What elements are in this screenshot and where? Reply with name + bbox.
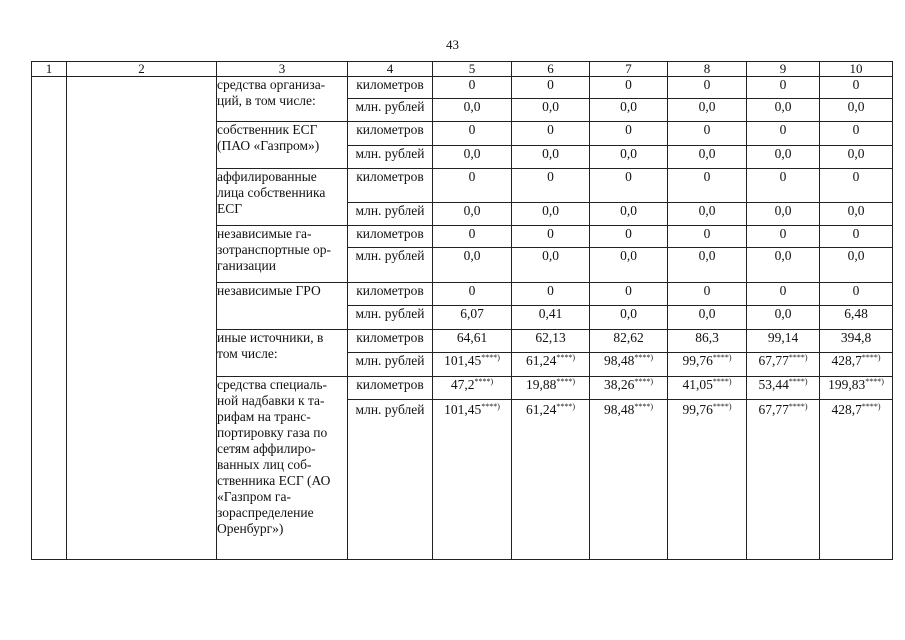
value-cell bbox=[747, 306, 820, 330]
value-cell bbox=[747, 226, 820, 248]
column-header: 10 bbox=[820, 62, 893, 77]
value-text: 428,7 bbox=[831, 402, 862, 417]
column-header: 7 bbox=[590, 62, 668, 77]
value-text: 0 bbox=[852, 283, 860, 298]
value-text: 61,24 bbox=[525, 353, 557, 368]
category-cell: иные источники, в том числе: bbox=[217, 330, 348, 377]
value-cell bbox=[512, 248, 590, 283]
value-text: 0,0 bbox=[463, 248, 481, 263]
data-table bbox=[31, 61, 893, 560]
value-cell bbox=[512, 306, 590, 330]
value-text: 0,0 bbox=[620, 99, 637, 114]
unit-cell: млн. рублей bbox=[348, 146, 433, 169]
value-cell bbox=[590, 226, 668, 248]
value-text: 62,13 bbox=[535, 330, 566, 345]
value-cell bbox=[820, 203, 893, 226]
footnote-mark: ****) bbox=[556, 377, 576, 386]
footnote-mark: ****) bbox=[861, 353, 881, 362]
value-text: 199,83 bbox=[828, 377, 866, 392]
value-text: 0 bbox=[779, 226, 787, 241]
value-text: 394,8 bbox=[840, 330, 872, 345]
value-cell bbox=[668, 122, 747, 146]
value-text: 0 bbox=[547, 169, 554, 184]
value-text: 0 bbox=[625, 283, 632, 298]
value-text: 0 bbox=[468, 226, 476, 241]
footnote-mark: ****) bbox=[556, 402, 576, 411]
value-cell bbox=[820, 283, 893, 306]
value-cell bbox=[433, 203, 512, 226]
value-cell bbox=[512, 122, 590, 146]
value-cell bbox=[668, 353, 747, 377]
category-cell: средства специаль-ной надбавки к та-рифам на транс-портировку газа по сетям аффилиро-ванных лиц соб-ственника ЕСГ (АО «Газпром га-зораспределение Оренбург») bbox=[217, 377, 348, 560]
footnote-mark: ****) bbox=[481, 353, 500, 362]
category-cell: собственник ЕСГ (ПАО «Газпром») bbox=[217, 122, 348, 169]
value-text: 0,0 bbox=[847, 146, 865, 161]
footnote-mark: ****) bbox=[474, 377, 494, 386]
value-cell bbox=[820, 122, 893, 146]
value-cell bbox=[668, 203, 747, 226]
unit-cell: километров bbox=[348, 169, 433, 203]
value-cell bbox=[668, 146, 747, 169]
value-cell bbox=[512, 146, 590, 169]
footnote-mark: ****) bbox=[861, 402, 881, 411]
value-text: 0 bbox=[625, 77, 632, 92]
value-cell bbox=[512, 330, 590, 353]
value-cell bbox=[512, 283, 590, 306]
value-text: 0,0 bbox=[774, 248, 792, 263]
value-cell bbox=[590, 122, 668, 146]
value-text: 0 bbox=[703, 122, 711, 137]
value-text: 0 bbox=[547, 122, 554, 137]
value-text: 0,0 bbox=[698, 203, 716, 218]
footnote-mark: ****) bbox=[634, 377, 654, 386]
value-text: 6,48 bbox=[844, 306, 868, 321]
value-text: 0,0 bbox=[774, 203, 792, 218]
value-text: 0 bbox=[703, 283, 711, 298]
value-cell bbox=[747, 77, 820, 99]
value-text: 0 bbox=[779, 169, 787, 184]
unit-cell: километров bbox=[348, 283, 433, 306]
value-cell bbox=[668, 226, 747, 248]
value-cell bbox=[433, 400, 512, 560]
value-cell bbox=[512, 203, 590, 226]
value-text: 0,0 bbox=[542, 146, 559, 161]
value-text: 0,0 bbox=[698, 306, 716, 321]
value-cell bbox=[590, 146, 668, 169]
value-text: 0,0 bbox=[542, 99, 559, 114]
value-cell bbox=[512, 77, 590, 99]
value-text: 428,7 bbox=[831, 353, 862, 368]
value-text: 0,0 bbox=[620, 306, 637, 321]
value-text: 0,0 bbox=[847, 248, 865, 263]
footnote-mark: ****) bbox=[634, 402, 654, 411]
value-cell bbox=[590, 283, 668, 306]
value-cell bbox=[668, 400, 747, 560]
value-text: 0 bbox=[625, 122, 632, 137]
value-cell bbox=[433, 353, 512, 377]
value-cell bbox=[668, 169, 747, 203]
value-text: 0,0 bbox=[847, 203, 865, 218]
value-text: 0 bbox=[703, 169, 711, 184]
value-text: 86,3 bbox=[695, 330, 719, 345]
value-cell bbox=[820, 306, 893, 330]
value-text: 38,26 bbox=[603, 377, 635, 392]
value-text: 64,61 bbox=[456, 330, 488, 345]
value-text: 41,05 bbox=[682, 377, 713, 392]
value-text: 0 bbox=[779, 77, 787, 92]
value-text: 0,0 bbox=[542, 248, 559, 263]
value-cell bbox=[590, 99, 668, 122]
value-text: 0,0 bbox=[847, 99, 865, 114]
value-text: 101,45 bbox=[444, 402, 482, 417]
value-cell bbox=[820, 226, 893, 248]
value-text: 19,88 bbox=[525, 377, 557, 392]
unit-cell: километров bbox=[348, 122, 433, 146]
value-cell bbox=[590, 77, 668, 99]
value-text: 0 bbox=[852, 77, 860, 92]
value-cell bbox=[512, 226, 590, 248]
value-text: 0 bbox=[779, 122, 787, 137]
value-text: 0,0 bbox=[698, 248, 716, 263]
value-cell bbox=[433, 306, 512, 330]
unit-cell: километров bbox=[348, 226, 433, 248]
value-cell bbox=[590, 377, 668, 400]
value-text: 6,07 bbox=[460, 306, 484, 321]
value-text: 99,76 bbox=[682, 353, 713, 368]
value-cell bbox=[820, 330, 893, 353]
value-text: 0 bbox=[547, 226, 554, 241]
column-header: 5 bbox=[433, 62, 512, 77]
value-text: 0 bbox=[468, 122, 476, 137]
col-2-cell bbox=[67, 77, 217, 560]
value-cell bbox=[747, 377, 820, 400]
value-cell bbox=[512, 400, 590, 560]
column-header: 8 bbox=[668, 62, 747, 77]
column-header: 9 bbox=[747, 62, 820, 77]
value-text: 47,2 bbox=[450, 377, 475, 392]
value-text: 0,0 bbox=[774, 99, 792, 114]
value-text: 0 bbox=[625, 226, 632, 241]
column-header: 2 bbox=[67, 62, 217, 77]
value-text: 0 bbox=[547, 283, 554, 298]
value-text: 67,77 bbox=[758, 402, 789, 417]
unit-cell: млн. рублей bbox=[348, 248, 433, 283]
value-cell bbox=[668, 77, 747, 99]
value-text: 0,0 bbox=[620, 248, 637, 263]
column-header-row bbox=[32, 62, 893, 77]
unit-cell: километров bbox=[348, 377, 433, 400]
footnote-mark: ****) bbox=[634, 353, 654, 362]
value-text: 0 bbox=[468, 283, 476, 298]
unit-cell: километров bbox=[348, 330, 433, 353]
value-cell bbox=[747, 169, 820, 203]
value-cell bbox=[433, 99, 512, 122]
value-cell bbox=[747, 283, 820, 306]
value-text: 0 bbox=[547, 77, 554, 92]
unit-cell: млн. рублей bbox=[348, 400, 433, 560]
footnote-mark: ****) bbox=[481, 402, 500, 411]
value-text: 0,0 bbox=[698, 146, 716, 161]
value-cell bbox=[747, 400, 820, 560]
column-header: 1 bbox=[32, 62, 67, 77]
category-cell: независимые га-зотранспортные ор-ганизации bbox=[217, 226, 348, 283]
category-cell: средства организа-ций, в том числе: bbox=[217, 77, 348, 122]
value-cell bbox=[433, 77, 512, 99]
value-cell bbox=[820, 99, 893, 122]
footnote-mark: ****) bbox=[712, 353, 732, 362]
value-text: 0,0 bbox=[620, 203, 637, 218]
value-text: 0 bbox=[852, 169, 860, 184]
value-cell bbox=[590, 169, 668, 203]
value-cell bbox=[433, 226, 512, 248]
value-text: 0,41 bbox=[538, 306, 563, 321]
value-text: 0,0 bbox=[698, 99, 716, 114]
value-text: 98,48 bbox=[603, 353, 635, 368]
category-cell: независимые ГРО bbox=[217, 283, 348, 330]
footnote-mark: ****) bbox=[712, 402, 732, 411]
value-cell bbox=[433, 330, 512, 353]
value-cell bbox=[433, 122, 512, 146]
value-text: 53,44 bbox=[758, 377, 789, 392]
footnote-mark: ****) bbox=[788, 377, 808, 386]
column-header: 6 bbox=[512, 62, 590, 77]
value-cell bbox=[668, 283, 747, 306]
unit-cell: млн. рублей bbox=[348, 99, 433, 122]
col-1-cell bbox=[32, 77, 67, 560]
unit-cell: млн. рублей bbox=[348, 353, 433, 377]
value-cell bbox=[820, 146, 893, 169]
value-cell bbox=[590, 330, 668, 353]
value-cell bbox=[747, 330, 820, 353]
value-text: 99,14 bbox=[767, 330, 799, 345]
value-text: 0 bbox=[625, 169, 632, 184]
unit-cell: млн. рублей bbox=[348, 203, 433, 226]
value-cell bbox=[433, 283, 512, 306]
footnote-mark: ****) bbox=[712, 377, 732, 386]
column-header: 4 bbox=[348, 62, 433, 77]
value-cell bbox=[668, 99, 747, 122]
value-text: 0,0 bbox=[774, 146, 792, 161]
value-text: 0 bbox=[468, 77, 476, 92]
value-text: 0,0 bbox=[620, 146, 637, 161]
value-cell bbox=[820, 353, 893, 377]
value-cell bbox=[512, 99, 590, 122]
value-text: 0,0 bbox=[463, 99, 481, 114]
value-text: 98,48 bbox=[603, 402, 635, 417]
value-cell bbox=[512, 377, 590, 400]
value-text: 99,76 bbox=[682, 402, 713, 417]
value-text: 0,0 bbox=[542, 203, 559, 218]
value-text: 0,0 bbox=[463, 146, 481, 161]
unit-cell: километров bbox=[348, 77, 433, 99]
value-text: 82,62 bbox=[613, 330, 644, 345]
value-cell bbox=[820, 169, 893, 203]
value-text: 0 bbox=[852, 122, 860, 137]
value-text: 67,77 bbox=[758, 353, 789, 368]
value-cell bbox=[747, 248, 820, 283]
value-text: 0 bbox=[703, 77, 711, 92]
value-cell bbox=[433, 377, 512, 400]
value-cell bbox=[747, 99, 820, 122]
value-text: 61,24 bbox=[525, 402, 557, 417]
value-cell bbox=[747, 122, 820, 146]
value-cell bbox=[433, 146, 512, 169]
value-cell bbox=[747, 203, 820, 226]
value-cell bbox=[668, 306, 747, 330]
footnote-mark: ****) bbox=[865, 377, 884, 386]
value-cell bbox=[433, 248, 512, 283]
value-cell bbox=[668, 248, 747, 283]
value-cell bbox=[590, 306, 668, 330]
value-cell bbox=[512, 353, 590, 377]
footnote-mark: ****) bbox=[788, 402, 808, 411]
value-text: 101,45 bbox=[444, 353, 482, 368]
value-text: 0 bbox=[703, 226, 711, 241]
value-text: 0 bbox=[468, 169, 476, 184]
value-text: 0 bbox=[779, 283, 787, 298]
value-cell bbox=[820, 377, 893, 400]
value-cell bbox=[590, 400, 668, 560]
value-cell bbox=[820, 248, 893, 283]
value-cell bbox=[512, 169, 590, 203]
value-cell bbox=[747, 353, 820, 377]
value-text: 0,0 bbox=[774, 306, 792, 321]
value-cell bbox=[590, 203, 668, 226]
value-cell bbox=[668, 330, 747, 353]
value-cell bbox=[820, 400, 893, 560]
value-cell bbox=[668, 377, 747, 400]
column-header: 3 bbox=[217, 62, 348, 77]
value-text: 0 bbox=[852, 226, 860, 241]
table-row bbox=[32, 77, 893, 99]
value-cell bbox=[747, 146, 820, 169]
value-text: 0,0 bbox=[463, 203, 481, 218]
value-cell bbox=[590, 248, 668, 283]
value-cell bbox=[433, 169, 512, 203]
value-cell bbox=[820, 77, 893, 99]
footnote-mark: ****) bbox=[556, 353, 576, 362]
unit-cell: млн. рублей bbox=[348, 306, 433, 330]
value-cell bbox=[590, 353, 668, 377]
footnote-mark: ****) bbox=[788, 353, 808, 362]
page-number: 43 bbox=[446, 37, 459, 52]
category-cell: аффилированные лица собственника ЕСГ bbox=[217, 169, 348, 226]
